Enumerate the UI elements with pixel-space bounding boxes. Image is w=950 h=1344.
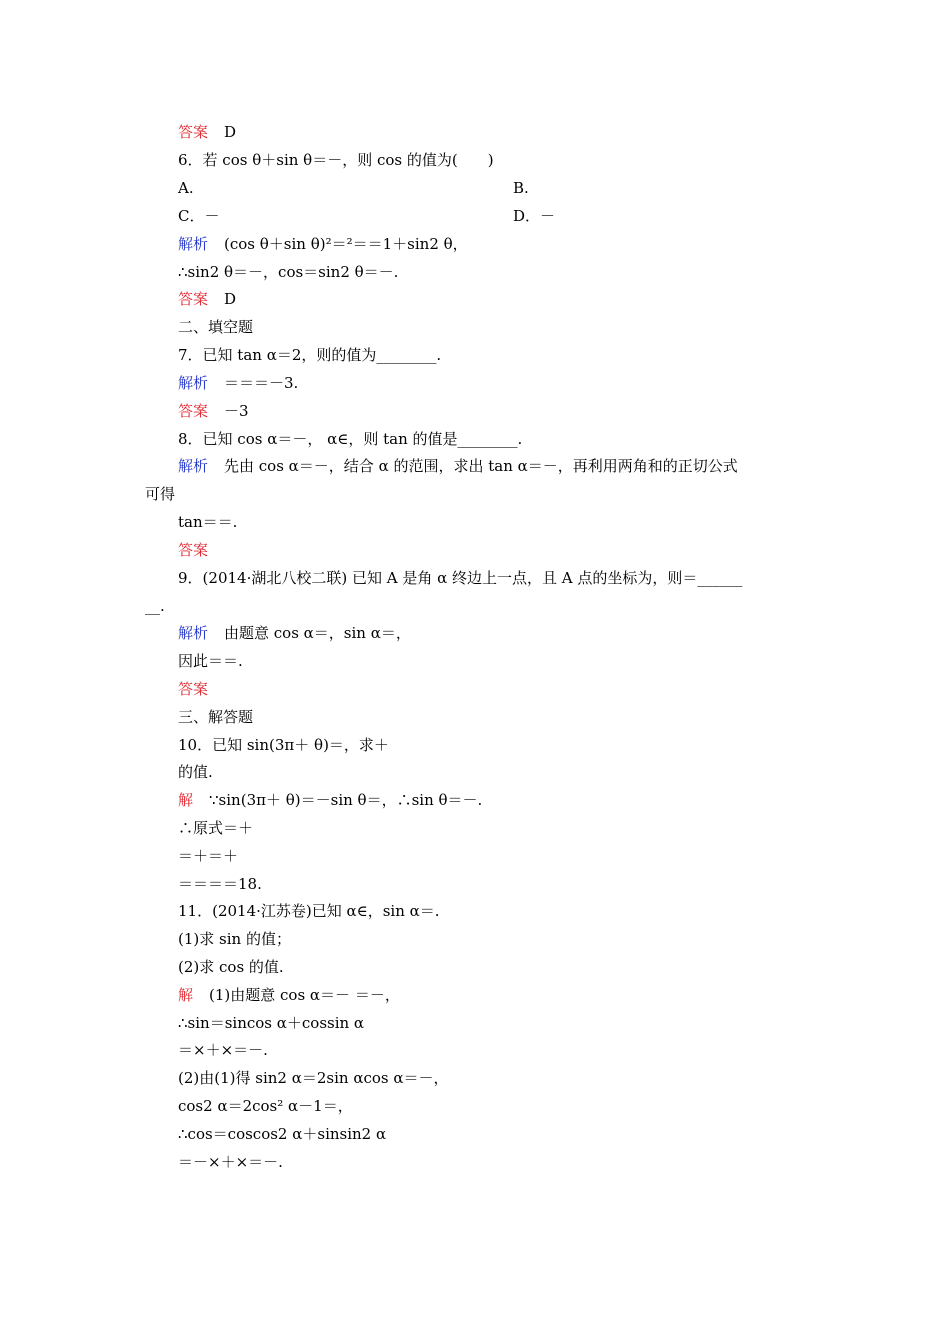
q9-explain-line-1 [178,623,411,643]
q6-explain-line-2: ∴sin2 θ＝－，cos＝sin2 θ＝－. [178,263,399,281]
q9-stem-line-2: __. [145,597,165,615]
answer-label: 答案 [178,680,209,698]
q9-answer-line [178,679,224,699]
solve-label: 解 [178,986,194,1004]
q10-solution-line-3: ＝＋＝＋ [178,847,239,865]
q6-explain-text-1: (cos θ＋sin θ)²＝²＝＝1＋sin2 θ， [224,235,468,253]
q7-explain-line [178,373,298,393]
solve-label: 解 [178,791,194,809]
q7-answer-line [178,401,249,421]
explain-label: 解析 [178,235,209,253]
q6-option-c: C．－ [178,207,220,225]
q6-option-a: A. [178,179,194,197]
q6-option-b: B. [513,179,529,197]
answer-label: 答案 [178,541,209,559]
answer-label: 答案 [178,290,209,308]
q8-explain-line-1b: 可得 [145,485,176,503]
q11-solution-line-3: ＝×＋×＝－. [178,1041,268,1059]
q8-explain-text-1: 先由 cos α＝－，结合 α 的范围，求出 tan α＝－，再利用两角和的正切公式 [224,457,738,475]
q8-stem: 8．已知 cos α＝－， α∈，则 tan 的值是________. [178,430,523,448]
q9-stem-line-1: 9．(2014·湖北八校二联) 已知 A 是角 α 终边上一点，且 A 点的坐标为，则＝______ [178,569,743,587]
q6-answer-value: D [224,290,237,308]
explain-label: 解析 [178,624,209,642]
q7-answer-value: －3 [224,402,249,420]
q8-answer-line [178,540,224,560]
q8-explain-line-2: tan＝＝. [178,513,238,531]
q6-stem: 6．若 cos θ＋sin θ＝－，则 cos 的值为( ) [178,151,494,169]
section-heading-fill-in: 二、填空题 [178,318,254,336]
q6-explain-line-1 [178,234,468,254]
section-heading-solve: 三、解答题 [178,708,254,726]
q7-stem: 7．已知 tan α＝2，则的值为________. [178,346,442,364]
explain-label: 解析 [178,374,209,392]
q6-option-d: D．－ [513,207,556,225]
q10-stem-line-2: 的值. [178,763,213,781]
explain-label: 解析 [178,457,209,475]
q10-stem-line-1: 10．已知 sin(3π＋ θ)＝，求＋ [178,736,389,754]
answer-label: 答案 [178,123,209,141]
q11-solution-line-2: ∴sin＝sincos α＋cossin α [178,1014,365,1032]
q5-answer-value: D [224,123,237,141]
q5-answer-line [178,122,236,142]
q11-part-1: (1)求 sin 的值； [178,930,291,948]
q10-solution-text-1: ∵sin(3π＋ θ)＝－sin θ＝，∴sin θ＝－. [209,791,483,809]
q9-explain-text-1: 由题意 cos α＝，sin α＝， [224,624,411,642]
q11-solution-line-7: ＝－×＋×＝－. [178,1153,283,1171]
q11-stem: 11．(2014·江苏卷)已知 α∈，sin α＝. [178,902,440,920]
q11-solution-line-4: (2)由(1)得 sin2 α＝2sin αcos α＝－， [178,1069,449,1087]
q10-solution-line-2: ∴原式＝＋ [178,819,254,837]
q9-explain-line-2: 因此＝＝. [178,652,243,670]
answer-label: 答案 [178,402,209,420]
q6-answer-line [178,289,236,309]
q11-part-2: (2)求 cos 的值. [178,958,284,976]
q7-explain-text: ＝＝＝－3. [224,374,299,392]
q11-solution-line-1 [178,985,400,1005]
q11-solution-line-6: ∴cos＝coscos2 α＋sinsin2 α [178,1125,387,1143]
q10-solution-line-1 [178,790,482,810]
q8-explain-line-1 [178,456,738,476]
q10-solution-line-4: ＝＝＝＝18. [178,875,262,893]
q11-solution-line-5: cos2 α＝2cos² α－1＝， [178,1097,353,1115]
q11-solution-text-1: (1)由题意 cos α＝－ ＝－， [209,986,400,1004]
